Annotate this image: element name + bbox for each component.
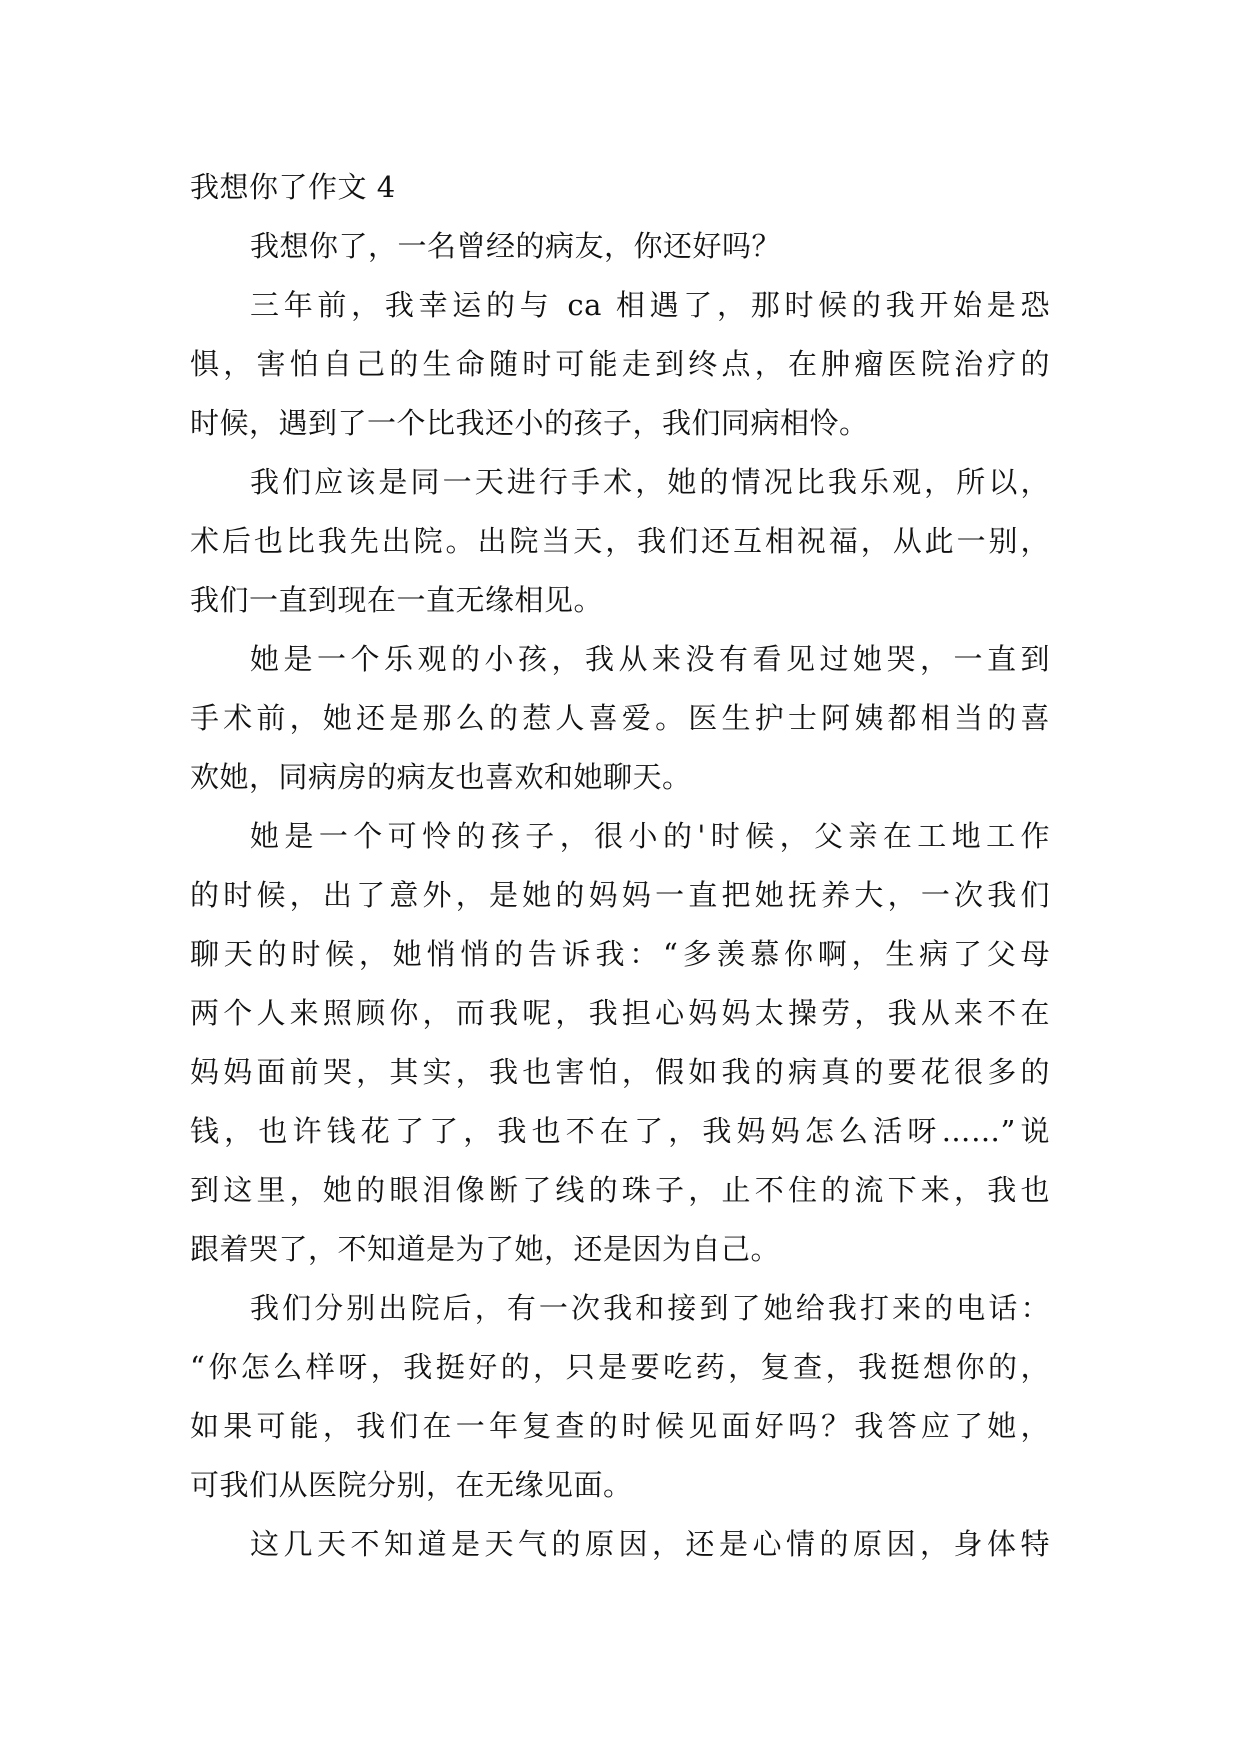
paragraph-line: 可我们从医院分别，在无缘见面。 bbox=[190, 1468, 633, 1502]
paragraph-2 bbox=[190, 276, 1050, 453]
paragraph-line: 三年前，我幸运的与 ca 相遇了，那时候的我开始是恐 bbox=[250, 288, 1050, 322]
paragraph-line: 我们应该是同一天进行手术，她的情况比我乐观，所以， bbox=[250, 465, 1050, 499]
paragraph-line: 术后也比我先出院。出院当天，我们还互相祝福，从此一别， bbox=[190, 524, 1050, 558]
paragraph-line: 时候，遇到了一个比我还小的孩子，我们同病相怜。 bbox=[190, 406, 869, 440]
paragraph-1 bbox=[190, 217, 1050, 276]
paragraph-line: 到这里，她的眼泪像断了线的珠子，止不住的流下来，我也 bbox=[190, 1173, 1050, 1207]
paragraph-line: 跟着哭了，不知道是为了她，还是因为自己。 bbox=[190, 1232, 781, 1266]
paragraph-line: “你怎么样呀，我挺好的，只是要吃药，复查，我挺想你的， bbox=[190, 1350, 1050, 1384]
paragraph-line: 她是一个可怜的孩子，很小的'时候，父亲在工地工作 bbox=[250, 819, 1050, 853]
paragraph-line: 惧，害怕自己的生命随时可能走到终点，在肿瘤医院治疗的 bbox=[190, 347, 1050, 381]
paragraph-6 bbox=[190, 1279, 1050, 1515]
paragraph-line: 两个人来照顾你，而我呢，我担心妈妈太操劳，我从来不在 bbox=[190, 996, 1050, 1030]
paragraph-line: 这几天不知道是天气的原因，还是心情的原因，身体特 bbox=[250, 1527, 1050, 1561]
paragraph-4 bbox=[190, 630, 1050, 807]
paragraph-line: 欢她，同病房的病友也喜欢和她聊天。 bbox=[190, 760, 692, 794]
paragraph-line: 的时候，出了意外，是她的妈妈一直把她抚养大，一次我们 bbox=[190, 878, 1050, 912]
paragraph-line: 她是一个乐观的小孩，我从来没有看见过她哭，一直到 bbox=[250, 642, 1050, 676]
document-title: 我想你了作文 4 bbox=[190, 170, 396, 204]
paragraph-line: 我们分别出院后，有一次我和接到了她给我打来的电话： bbox=[250, 1291, 1050, 1325]
paragraph-line: 钱，也许钱花了了，我也不在了，我妈妈怎么活呀……”说 bbox=[190, 1114, 1050, 1148]
paragraph-5 bbox=[190, 807, 1050, 1279]
paragraph-line: 如果可能，我们在一年复查的时候见面好吗？我答应了她， bbox=[190, 1409, 1050, 1443]
paragraph-line: 我想你了，一名曾经的病友，你还好吗？ bbox=[250, 229, 782, 263]
paragraph-line: 聊天的时候，她悄悄的告诉我：“多羡慕你啊，生病了父母 bbox=[190, 937, 1050, 971]
paragraph-line: 手术前，她还是那么的惹人喜爱。医生护士阿姨都相当的喜 bbox=[190, 701, 1050, 735]
document-body bbox=[190, 158, 1050, 1574]
paragraph-7 bbox=[190, 1515, 1050, 1574]
paragraph-line: 我们一直到现在一直无缘相见。 bbox=[190, 583, 604, 617]
paragraph-3 bbox=[190, 453, 1050, 630]
paragraph-line: 妈妈面前哭，其实，我也害怕，假如我的病真的要花很多的 bbox=[190, 1055, 1050, 1089]
